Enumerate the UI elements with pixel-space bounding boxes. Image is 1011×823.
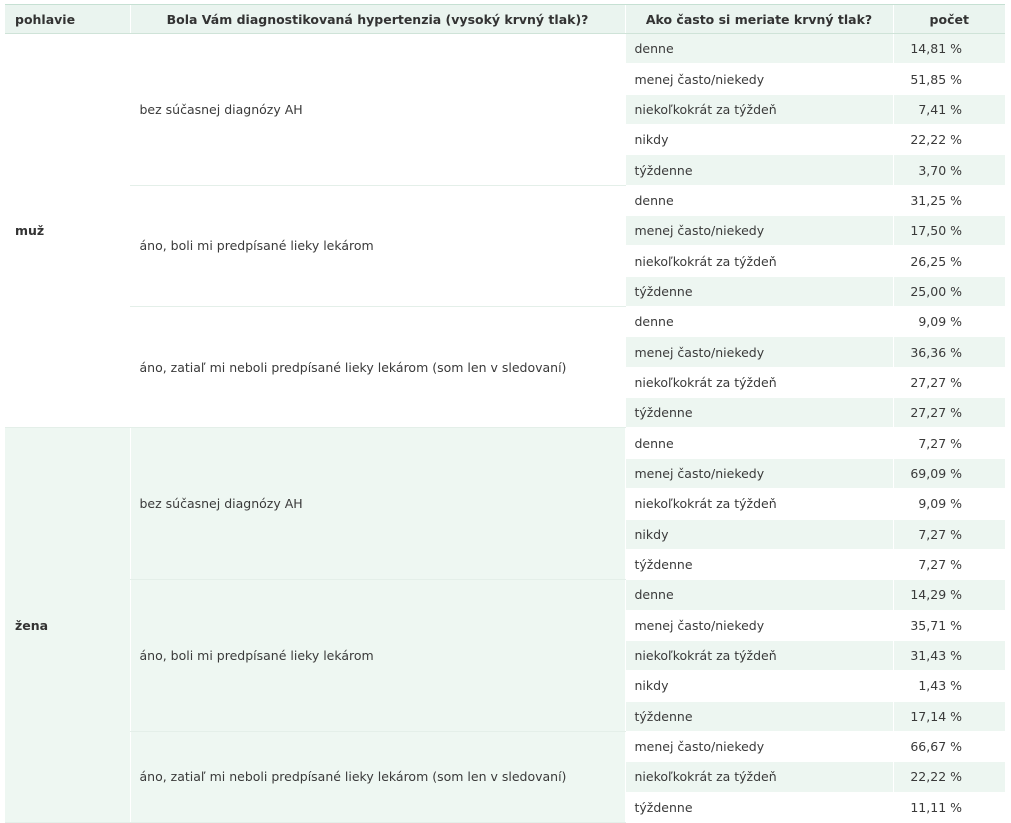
- frequency-cell: menej často/niekedy: [625, 731, 893, 761]
- header-frequency: Ako často si meriate krvný tlak?: [625, 5, 893, 34]
- frequency-cell: niekoľkokrát za týždeň: [625, 640, 893, 670]
- diagnosis-cell: áno, zatiaľ mi neboli predpísané lieky lekárom (som len v sledovaní): [130, 307, 625, 428]
- count-cell: 27,27 %: [893, 398, 1005, 428]
- frequency-cell: menej často/niekedy: [625, 458, 893, 488]
- frequency-cell: nikdy: [625, 671, 893, 701]
- frequency-cell: niekoľkokrát za týždeň: [625, 246, 893, 276]
- diagnosis-cell: áno, zatiaľ mi neboli predpísané lieky lekárom (som len v sledovaní): [130, 731, 625, 822]
- table-row: [5, 34, 1005, 64]
- count-cell: 36,36 %: [893, 337, 1005, 367]
- diagnosis-cell: bez súčasnej diagnózy AH: [130, 428, 625, 580]
- frequency-cell: menej často/niekedy: [625, 64, 893, 94]
- table-header: [5, 5, 1005, 34]
- frequency-cell: denne: [625, 428, 893, 458]
- frequency-cell: niekoľkokrát za týždeň: [625, 489, 893, 519]
- header-diagnosis: Bola Vám diagnostikovaná hypertenzia (vysoký krvný tlak)?: [130, 5, 625, 34]
- hypertension-table: [5, 5, 1005, 823]
- table-row: [5, 731, 1005, 761]
- count-cell: 69,09 %: [893, 458, 1005, 488]
- count-cell: 14,29 %: [893, 580, 1005, 610]
- count-cell: 7,41 %: [893, 94, 1005, 124]
- table-body: [5, 34, 1005, 823]
- count-cell: 25,00 %: [893, 276, 1005, 306]
- frequency-cell: týždenne: [625, 701, 893, 731]
- frequency-cell: denne: [625, 185, 893, 215]
- count-cell: 9,09 %: [893, 489, 1005, 519]
- gender-cell: muž: [5, 34, 130, 428]
- table-row: [5, 428, 1005, 458]
- count-cell: 35,71 %: [893, 610, 1005, 640]
- header-row: [5, 5, 1005, 34]
- header-gender: pohlavie: [5, 5, 130, 34]
- frequency-cell: denne: [625, 34, 893, 64]
- frequency-cell: menej často/niekedy: [625, 216, 893, 246]
- table-row: [5, 580, 1005, 610]
- table-row: [5, 307, 1005, 337]
- diagnosis-cell: áno, boli mi predpísané lieky lekárom: [130, 580, 625, 732]
- frequency-cell: menej často/niekedy: [625, 610, 893, 640]
- count-cell: 51,85 %: [893, 64, 1005, 94]
- count-cell: 7,27 %: [893, 428, 1005, 458]
- count-cell: 27,27 %: [893, 367, 1005, 397]
- count-cell: 31,43 %: [893, 640, 1005, 670]
- data-table-container: [5, 4, 1005, 823]
- frequency-cell: niekoľkokrát za týždeň: [625, 762, 893, 792]
- count-cell: 14,81 %: [893, 34, 1005, 64]
- count-cell: 26,25 %: [893, 246, 1005, 276]
- frequency-cell: niekoľkokrát za týždeň: [625, 94, 893, 124]
- frequency-cell: denne: [625, 580, 893, 610]
- table-row: [5, 185, 1005, 215]
- frequency-cell: menej často/niekedy: [625, 337, 893, 367]
- count-cell: 3,70 %: [893, 155, 1005, 185]
- diagnosis-cell: bez súčasnej diagnózy AH: [130, 34, 625, 186]
- count-cell: 7,27 %: [893, 549, 1005, 579]
- count-cell: 11,11 %: [893, 792, 1005, 822]
- count-cell: 9,09 %: [893, 307, 1005, 337]
- frequency-cell: týždenne: [625, 792, 893, 822]
- count-cell: 7,27 %: [893, 519, 1005, 549]
- header-count: počet: [893, 5, 1005, 34]
- frequency-cell: týždenne: [625, 276, 893, 306]
- gender-cell: žena: [5, 428, 130, 822]
- count-cell: 1,43 %: [893, 671, 1005, 701]
- frequency-cell: nikdy: [625, 519, 893, 549]
- diagnosis-cell: áno, boli mi predpísané lieky lekárom: [130, 185, 625, 306]
- count-cell: 22,22 %: [893, 762, 1005, 792]
- frequency-cell: týždenne: [625, 398, 893, 428]
- frequency-cell: denne: [625, 307, 893, 337]
- count-cell: 31,25 %: [893, 185, 1005, 215]
- frequency-cell: týždenne: [625, 155, 893, 185]
- count-cell: 22,22 %: [893, 125, 1005, 155]
- count-cell: 17,14 %: [893, 701, 1005, 731]
- frequency-cell: niekoľkokrát za týždeň: [625, 367, 893, 397]
- frequency-cell: týždenne: [625, 549, 893, 579]
- count-cell: 17,50 %: [893, 216, 1005, 246]
- frequency-cell: nikdy: [625, 125, 893, 155]
- count-cell: 66,67 %: [893, 731, 1005, 761]
